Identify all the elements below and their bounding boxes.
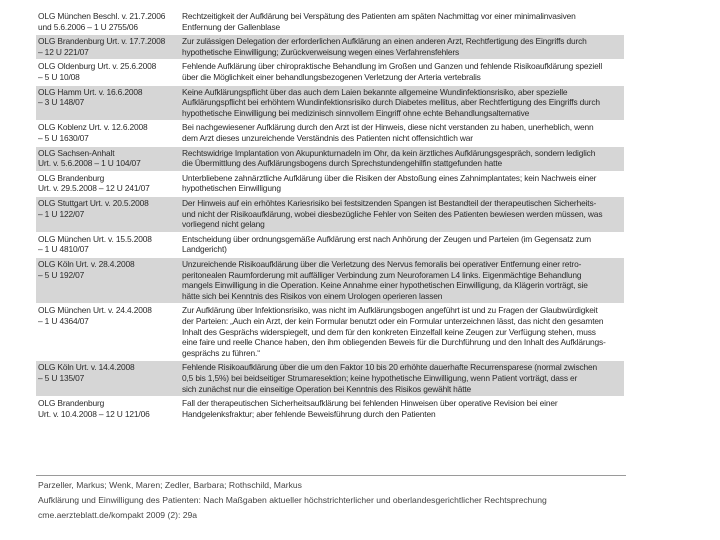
citation-line: OLG Stuttgart Urt. v. 20.5.2008 <box>38 198 149 208</box>
summary-line: über die Möglichkeit einer behandlungsbezogenen Verletzung der Arteria vertebralis <box>182 71 481 82</box>
summary-line: sich zunächst nur die einseitige Operation bei Kenntnis des Risikos gewählt hätte <box>182 383 472 394</box>
decision-citation <box>38 305 174 326</box>
citation-line: OLG München Beschl. v. 21.7.2006 <box>38 11 166 21</box>
citation-line: OLG München Urt. v. 24.4.2008 <box>38 305 152 316</box>
summary-line: Inhalt des Gesprächs widerspiegelt, und dem für den konkreten Einzelfall keine Zeugen zur Verfügung stehen, muss <box>182 326 596 337</box>
decision-citation <box>38 259 174 280</box>
summary-line: Unzureichende Risikoaufklärung über die Verletzung des Nervus femoralis bei operativer Entfernung einer retro- <box>182 259 582 269</box>
table-row <box>36 361 624 396</box>
table-row <box>36 86 624 121</box>
footer-source: cme.aerzteblatt.de/kompakt 2009 (2): 29a <box>38 510 198 520</box>
summary-line: Der Hinweis auf ein erhöhtes Kariesrisiko bei festsitzenden Spangen ist Bestandteil der therapeutischen Sicherheits- <box>182 198 597 208</box>
decision-citation <box>38 398 174 419</box>
decision-summary <box>182 234 622 255</box>
table-row <box>36 304 624 360</box>
citation-line: OLG Köln Urt. v. 14.4.2008 <box>38 362 135 373</box>
decision-summary <box>182 87 622 119</box>
summary-line: Aufklärungspflicht bei erhöhtem Wundinfektionsrisiko durch Diabetes mellitus, aber Rechtfertigung des Eingriffs durch <box>182 97 600 108</box>
table-row <box>36 172 624 196</box>
decision-citation <box>38 148 174 169</box>
summary-line: Entscheidung über ordnungsgemäße Aufklärung erst nach Anhörung der Zeugen und Parteien (im Gegensatz zum <box>182 233 591 244</box>
decision-summary <box>182 148 622 169</box>
decision-citation <box>38 198 174 219</box>
summary-line: 0,5 bis 1,5%) bei beidseitiger Strumaresektion; keine hypothetische Einwilligung, wenn Patient vorträgt, dass er <box>182 372 578 383</box>
footer-authors: Parzeller, Markus; Wenk, Maren; Zedler, Barbara; Rothschild, Markus <box>38 480 302 490</box>
decision-citation <box>38 122 174 143</box>
decision-summary <box>182 398 622 419</box>
decision-citation <box>38 173 174 194</box>
summary-line: Fehlende Risikoaufklärung über die um den Faktor 10 bis 20 erhöhte dauerhafte Recurrensparese (normal zwischen <box>182 362 598 373</box>
citation-line: – 12 U 221/07 <box>38 46 89 57</box>
summary-line: Fall der therapeutischen Sicherheitsaufklärung bei fehlenden Hinweisen über operative Revision bei einer <box>182 398 558 409</box>
citation-line: OLG Oldenburg Urt. v. 25.6.2008 <box>38 61 157 72</box>
decision-summary <box>182 362 622 394</box>
citation-line: OLG Hamm Urt. v. 16.6.2008 <box>38 86 143 97</box>
decision-citation <box>38 61 174 82</box>
citation-line: OLG München Urt. v. 15.5.2008 <box>38 233 152 244</box>
citation-line: OLG Brandenburg Urt. v. 17.7.2008 <box>38 36 166 47</box>
table-row <box>36 60 624 84</box>
table-row <box>36 10 624 34</box>
decision-citation <box>38 362 174 383</box>
citation-line: – 5 U 1630/07 <box>38 132 89 143</box>
citation-line: OLG Sachsen-Anhalt <box>38 147 115 158</box>
table-row <box>36 397 624 421</box>
citation-line: – 1 U 4810/07 <box>38 244 89 255</box>
summary-line: gesprächs zu führen.“ <box>182 347 260 358</box>
table-row <box>36 258 624 303</box>
decision-summary <box>182 305 622 358</box>
summary-line: Unterbliebene zahnärztliche Aufklärung über die Risiken der Abstoßung eines Zahnimplantates; kein Nachweis einer <box>182 172 597 183</box>
summary-line: dem Arzt dieses unzureichende Verständnis des Patienten nicht offensichtlich war <box>182 132 473 143</box>
citation-line: OLG Köln Urt. v. 28.4.2008 <box>38 259 135 269</box>
citation-line: – 1 U 4364/07 <box>38 315 89 326</box>
summary-line: die Übermittlung des Aufklärungsbogens durch Sprechstundengehilfin stattgefunden hatte <box>182 158 502 169</box>
summary-line: vorliegend nicht gelang <box>182 219 265 230</box>
citation-line: – 1 U 122/07 <box>38 208 85 219</box>
decision-citation <box>38 87 174 108</box>
summary-line: Landgericht) <box>182 244 227 255</box>
summary-line: Zur Aufklärung über Infektionsrisiko, was nicht im Aufklärungsbogen angeführt ist und zu Fragen der Glaubwürdigkeit <box>182 305 598 316</box>
citation-line: – 5 U 135/07 <box>38 372 85 383</box>
citation-line: OLG Brandenburg <box>38 398 105 409</box>
citation-line: Urt. v. 29.5.2008 – 12 U 241/07 <box>38 183 150 194</box>
summary-line: Rechtzeitigkeit der Aufklärung bei Verspätung des Patienten am späten Nachmittag vor einer minimalinvasiven <box>182 11 576 21</box>
table-row <box>36 233 624 257</box>
decision-citation <box>38 11 174 32</box>
citation-line: OLG Brandenburg <box>38 172 105 183</box>
summary-line: und nicht der Risikoaufklärung, wobei diesbezügliche Fehler von Seiten des Patienten bewiesen werden müssen, was <box>182 208 603 219</box>
decision-summary <box>182 173 622 194</box>
summary-line: der Parteien: „Auch ein Arzt, der kein Formular benutzt oder ein Formular unterzeichnen lässt, das nicht den gesamten <box>182 315 604 326</box>
footer-divider <box>36 475 626 476</box>
summary-line: peritonealen Raumforderung mit auffälliger Verbindung zum Neuroforamen L4 links. Eigenmächtige Behandlung <box>182 269 582 280</box>
citation-line: – 3 U 148/07 <box>38 97 85 108</box>
summary-line: Rechtswidrige Implantation von Akupunkturnadeln im Ohr, da kein ärztliches Aufklärungsgespräch, sondern lediglich <box>182 147 596 158</box>
table-row <box>36 35 624 59</box>
table-row <box>36 197 624 232</box>
summary-line: hypothetische Einwilligung bei medizinisch sinnvollem Eingriff ohne echte Behandlungsalternative <box>182 107 530 118</box>
table-row <box>36 121 624 145</box>
summary-line: hypothetischen Einwilligung <box>182 183 281 194</box>
citation-line: und 5.6.2006 – 1 U 2755/06 <box>38 21 138 32</box>
decision-summary <box>182 259 622 301</box>
decision-citation <box>38 234 174 255</box>
decision-summary <box>182 11 622 32</box>
summary-line: hypothetische Einwilligung; Zurückverweisung wegen eines Verfahrensfehlers <box>182 46 460 57</box>
citation-line: – 5 U 192/07 <box>38 269 85 280</box>
summary-line: Keine Aufklärungspflicht über das auch dem Laien bekannte allgemeine Wundinfektionsrisiko, aber spezielle <box>182 86 568 97</box>
citation-line: Urt. v. 5.6.2008 – 1 U 104/07 <box>38 158 141 169</box>
table-row <box>36 147 624 171</box>
summary-line: Bei nachgewiesener Aufklärung durch den Arzt ist der Hinweis, diese nicht verstanden zu haben, unerheblich, wenn <box>182 122 594 133</box>
decision-summary <box>182 122 622 143</box>
citation-line: Urt. v. 10.4.2008 – 12 U 121/06 <box>38 408 150 419</box>
summary-line: mangels Einwilligung in die Operation. Keine Annahme einer hypothetischen Einwilligung, da Klägerin vorträgt, sie <box>182 280 588 291</box>
summary-line: Handgelenksfraktur; aber fehlende Beweisführung durch den Patienten <box>182 408 436 419</box>
decision-summary <box>182 36 622 57</box>
summary-line: Entfernung der Gallenblase <box>182 21 281 32</box>
citation-line: OLG Koblenz Urt. v. 12.6.2008 <box>38 122 148 133</box>
decision-summary <box>182 61 622 82</box>
summary-line: Zur zulässigen Delegation der erforderlichen Aufklärung an einen anderen Arzt, Rechtfertigung des Eingriffs durch <box>182 36 587 47</box>
summary-line: eine faire und reelle Chance haben, den ihm obliegenden Beweis für die Durchführung und den Inhalt des Aufklärungs- <box>182 337 606 348</box>
decision-summary <box>182 198 622 230</box>
citation-line: – 5 U 10/08 <box>38 71 80 82</box>
decision-citation <box>38 36 174 57</box>
footer-title: Aufklärung und Einwilligung des Patienten: Nach Maßgaben aktueller höchstrichterlicher und oberlandesgerichtlicher Rechtsprechung <box>38 495 547 505</box>
summary-line: Fehlende Aufklärung über chiropraktische Behandlung im Großen und Ganzen und fehlende Risikoaufklärung speziell <box>182 61 603 72</box>
summary-line: hätte sich bei Kenntnis des Risikos von einem Urologen operieren lassen <box>182 290 443 301</box>
citation-footer <box>38 478 638 523</box>
